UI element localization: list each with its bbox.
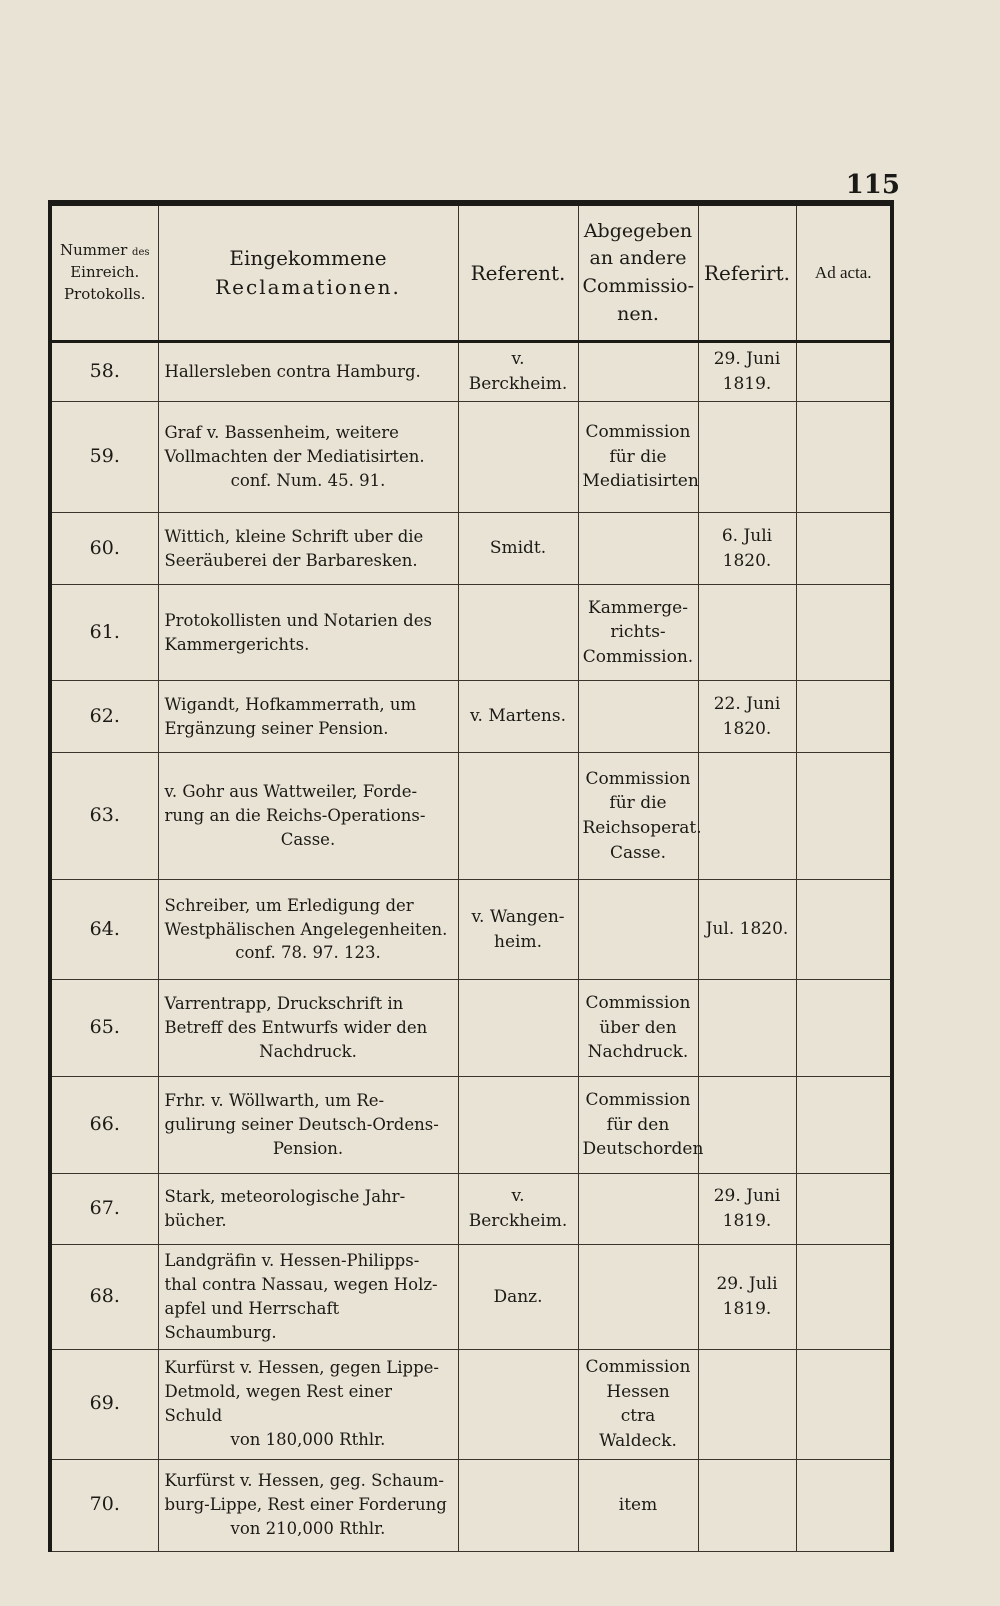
cell-referirt [698, 980, 796, 1077]
cell-referent [458, 585, 578, 681]
cell-nummer [50, 980, 158, 1077]
cell-adacta [796, 1077, 892, 1174]
cell-referirt [698, 402, 796, 513]
cell-referent [458, 342, 578, 402]
cell-reclamation [158, 402, 458, 513]
table-row [50, 1245, 892, 1350]
cell-reclamation-line: Pension. [272, 1138, 344, 1158]
cell-abgegeben [578, 880, 698, 980]
cell-adacta [796, 1245, 892, 1350]
cell-reclamation-line: Frhr. v. Wöllwarth, um Re- [164, 1091, 385, 1111]
cell-adacta [796, 980, 892, 1077]
cell-abgegeben [578, 342, 698, 402]
cell-referirt-line: Jul. 1820. [705, 919, 789, 940]
cell-reclamation-line: Wittich, kleine Schrift uber die [164, 526, 424, 546]
cell-abgegeben [578, 513, 698, 585]
cell-referirt-line: 6. Juli [721, 525, 773, 546]
cell-nummer-text: 60. [89, 536, 120, 559]
cell-reclamation-line: Schreiber, um Erledigung der [164, 895, 414, 915]
cell-nummer-text: 65. [89, 1016, 120, 1039]
cell-reclamation-line: von 210,000 Rthlr. [230, 1519, 386, 1539]
cell-reclamation [158, 1077, 458, 1174]
cell-abgegeben-line: für die [609, 446, 667, 467]
cell-referirt [698, 681, 796, 753]
cell-referirt [698, 1349, 796, 1459]
cell-nummer-text: 66. [89, 1113, 120, 1136]
cell-adacta [796, 585, 892, 681]
cell-adacta [796, 342, 892, 402]
header-abgegeben-line: an andere [589, 247, 687, 270]
cell-referent [458, 1349, 578, 1459]
cell-abgegeben-line: für den [606, 1114, 670, 1135]
cell-referent [458, 753, 578, 880]
cell-adacta [796, 1459, 892, 1551]
header-referirt [698, 203, 796, 342]
cell-referirt [698, 513, 796, 585]
header-row [50, 203, 892, 342]
table-row [50, 1174, 892, 1245]
cell-referent [458, 402, 578, 513]
cell-reclamation-line: Landgräfin v. Hessen-Philipps- [164, 1251, 420, 1270]
cell-reclamation [158, 342, 458, 402]
cell-abgegeben-line: Kammerge- [588, 597, 688, 618]
cell-referirt [698, 1459, 796, 1551]
cell-abgegeben-line: Nachdruck. [587, 1042, 689, 1063]
cell-reclamation-line: Westphälischen Angelegenheiten. [164, 919, 448, 939]
cell-referent [458, 681, 578, 753]
table-row [50, 585, 892, 681]
cell-referirt [698, 1174, 796, 1245]
table-row [50, 1077, 892, 1174]
cell-nummer-text: 64. [89, 917, 120, 940]
cell-reclamation [158, 585, 458, 681]
cell-reclamation-line: conf. 78. 97. 123. [235, 943, 381, 963]
cell-reclamation-line: Kurfürst v. Hessen, gegen Lippe- [164, 1358, 439, 1378]
cell-reclamation-line: Ergänzung seiner Pension. [164, 718, 389, 738]
cell-reclamation-line: Graf v. Bassenheim, weitere [164, 423, 399, 443]
cell-reclamation-line: apfel und Herrschaft Schaumburg. [164, 1298, 340, 1342]
cell-abgegeben-line: Mediatisirten [582, 471, 699, 492]
cell-adacta [796, 1174, 892, 1245]
cell-reclamation-line: Vollmachten der Mediatisirten. [164, 447, 425, 467]
cell-reclamation-line: Varrentrapp, Druckschrift in [164, 994, 404, 1014]
cell-reclamation-line: Kammergerichts. [164, 634, 310, 654]
cell-nummer-text: 69. [89, 1392, 120, 1415]
header-abgegeben-line: Commissio- [582, 275, 695, 297]
cell-abgegeben [578, 980, 698, 1077]
cell-referent-line: heim. [494, 931, 542, 952]
table-row [50, 753, 892, 880]
table-row [50, 402, 892, 513]
cell-reclamation [158, 681, 458, 753]
cell-reclamation-line: Hallersleben contra Hamburg. [164, 362, 421, 382]
cell-reclamation-line: conf. Num. 45. 91. [230, 470, 386, 490]
cell-nummer [50, 585, 158, 681]
cell-referirt-line: 1819. [722, 1298, 772, 1319]
cell-nummer [50, 402, 158, 513]
cell-referent-line: Smidt. [489, 538, 547, 559]
header-reclamationen [158, 203, 458, 342]
cell-abgegeben-line: Commission [585, 422, 691, 443]
cell-referirt [698, 1245, 796, 1350]
cell-nummer [50, 753, 158, 880]
header-nummer [50, 203, 158, 342]
cell-referirt-line: 29. Juni [713, 1186, 781, 1207]
page-number: 115 [845, 170, 900, 200]
cell-nummer-text: 61. [89, 620, 120, 643]
cell-nummer [50, 1174, 158, 1245]
cell-reclamation-line: von 180,000 Rthlr. [230, 1430, 386, 1450]
cell-abgegeben [578, 1459, 698, 1551]
cell-reclamation-line: gulirung seiner Deutsch-Ordens- [164, 1115, 439, 1135]
cell-referent [458, 1077, 578, 1174]
table-row [50, 342, 892, 402]
cell-nummer-text: 70. [89, 1493, 120, 1516]
cell-referent-line: v. Martens. [469, 706, 567, 727]
header-abgegeben [578, 203, 698, 342]
ledger-body [50, 342, 892, 1552]
cell-referirt-line: 29. Juli [716, 1274, 778, 1295]
cell-referent [458, 1459, 578, 1551]
cell-nummer [50, 880, 158, 980]
cell-nummer-text: 58. [89, 360, 120, 383]
cell-abgegeben-line: richts- [610, 622, 666, 643]
cell-reclamation-line: Seeräuberei der Barbaresken. [164, 550, 418, 570]
cell-abgegeben [578, 1174, 698, 1245]
cell-reclamation-line: Stark, meteorologische Jahr- [164, 1187, 406, 1207]
cell-reclamation [158, 1459, 458, 1551]
cell-nummer [50, 1349, 158, 1459]
cell-nummer [50, 342, 158, 402]
header-referirt-label: Referirt. [703, 260, 791, 285]
cell-referent-line: v. Berckheim. [468, 1186, 568, 1231]
cell-nummer-text: 68. [89, 1285, 120, 1308]
cell-nummer-text: 63. [89, 804, 120, 827]
header-referent-label: Referent. [470, 260, 566, 285]
cell-referirt-line: 1820. [722, 718, 772, 739]
cell-reclamation [158, 980, 458, 1077]
header-nummer-line: des [132, 247, 150, 259]
header-abgegeben-line: nen. [617, 302, 659, 325]
cell-referent-line: v. Berckheim. [468, 349, 568, 394]
cell-referent [458, 880, 578, 980]
cell-nummer-text: 62. [89, 704, 120, 727]
cell-referirt-line: 22. Juni [713, 693, 781, 714]
header-adacta [796, 203, 892, 342]
cell-nummer [50, 1245, 158, 1350]
cell-referirt-line: 1819. [722, 374, 772, 394]
cell-adacta [796, 402, 892, 513]
cell-referirt [698, 342, 796, 402]
table-row [50, 681, 892, 753]
cell-adacta [796, 753, 892, 880]
cell-reclamation-line: v. Gohr aus Wattweiler, Forde- [164, 782, 418, 802]
cell-referirt-line: 29. Juni [713, 349, 781, 370]
reclamation-ledger [48, 200, 894, 1552]
table-row [50, 1459, 892, 1551]
header-reclamationen-line: Reclamationen. [215, 275, 401, 299]
cell-adacta [796, 681, 892, 753]
cell-abgegeben-line: item [618, 1494, 658, 1515]
header-adacta-label: Ad acta. [814, 262, 872, 282]
header-nummer-line: Einreich. [70, 263, 140, 282]
cell-reclamation-line: thal contra Nassau, wegen Holz- [164, 1274, 438, 1294]
cell-referirt-line: 1819. [722, 1211, 772, 1231]
header-reclamationen-line: Eingekommene [229, 246, 387, 270]
cell-abgegeben [578, 1077, 704, 1174]
header-abgegeben-line: Abgegeben [583, 219, 693, 242]
cell-reclamation-line: burg-Lippe, Rest einer Forderung [164, 1495, 447, 1515]
cell-referent [458, 1245, 578, 1350]
cell-abgegeben-line: Commission [585, 768, 691, 789]
cell-reclamation-line: Betreff des Entwurfs wider den [164, 1018, 428, 1038]
cell-reclamation-line: bücher. [164, 1211, 227, 1230]
cell-nummer [50, 513, 158, 585]
header-referent [458, 203, 578, 342]
cell-referirt [698, 585, 796, 681]
cell-adacta [796, 513, 892, 585]
cell-abgegeben [578, 681, 698, 753]
cell-referirt-line: 1820. [722, 550, 772, 571]
cell-adacta [796, 880, 892, 980]
cell-nummer-text: 59. [89, 445, 120, 468]
cell-reclamation-line: Wigandt, Hofkammerrath, um [164, 694, 417, 714]
cell-nummer [50, 1077, 158, 1174]
cell-abgegeben [578, 585, 698, 681]
cell-reclamation [158, 880, 458, 980]
cell-reclamation-line: Kurfürst v. Hessen, geg. Schaum- [164, 1471, 445, 1491]
cell-reclamation-line: Protokollisten und Notarien des [164, 610, 432, 630]
table-row [50, 513, 892, 585]
cell-referent [458, 1174, 578, 1245]
cell-adacta [796, 1349, 892, 1459]
cell-nummer-text: 67. [89, 1197, 120, 1220]
header-nummer-line: Protokolls. [63, 284, 146, 303]
table-row [50, 980, 892, 1077]
table-row [50, 880, 892, 980]
cell-abgegeben-line: Commission [585, 1090, 691, 1111]
cell-reclamation-line: Detmold, wegen Rest einer Schuld [164, 1382, 392, 1426]
cell-referirt [698, 880, 796, 980]
cell-abgegeben-line: Casse. [609, 842, 667, 863]
cell-referirt [698, 1077, 796, 1174]
cell-reclamation [158, 1245, 458, 1350]
cell-referent [458, 980, 578, 1077]
cell-abgegeben-line: über den [599, 1017, 677, 1038]
cell-reclamation [158, 1174, 458, 1245]
cell-abgegeben-line: ctra Waldeck. [599, 1406, 677, 1451]
cell-referent-line: v. Wangen- [471, 906, 565, 927]
header-nummer-line: Nummer [59, 241, 128, 260]
cell-reclamation-line: Casse. [280, 829, 336, 849]
cell-referent-line: Danz. [493, 1286, 543, 1307]
cell-abgegeben-line: Commission. [582, 646, 694, 667]
cell-nummer [50, 1459, 158, 1551]
cell-reclamation [158, 753, 458, 880]
cell-abgegeben [578, 753, 702, 880]
table-row [50, 1349, 892, 1459]
cell-abgegeben-line: Deutschorden [582, 1139, 704, 1160]
cell-abgegeben-line: Commission [585, 1356, 691, 1377]
cell-referent [458, 513, 578, 585]
cell-abgegeben-line: für die [609, 793, 667, 814]
cell-abgegeben [578, 402, 698, 513]
cell-reclamation-line: Nachdruck. [259, 1041, 357, 1061]
cell-reclamation [158, 513, 458, 585]
cell-abgegeben-line: Hessen [606, 1381, 670, 1402]
cell-reclamation-line: rung an die Reichs-Operations- [164, 806, 426, 826]
cell-abgegeben-line: Commission [585, 993, 691, 1014]
cell-abgegeben-line: Reichsoperat. [582, 818, 702, 838]
cell-referirt [698, 753, 796, 880]
cell-reclamation [158, 1349, 458, 1459]
cell-abgegeben [578, 1349, 698, 1459]
cell-nummer [50, 681, 158, 753]
cell-abgegeben [578, 1245, 698, 1350]
